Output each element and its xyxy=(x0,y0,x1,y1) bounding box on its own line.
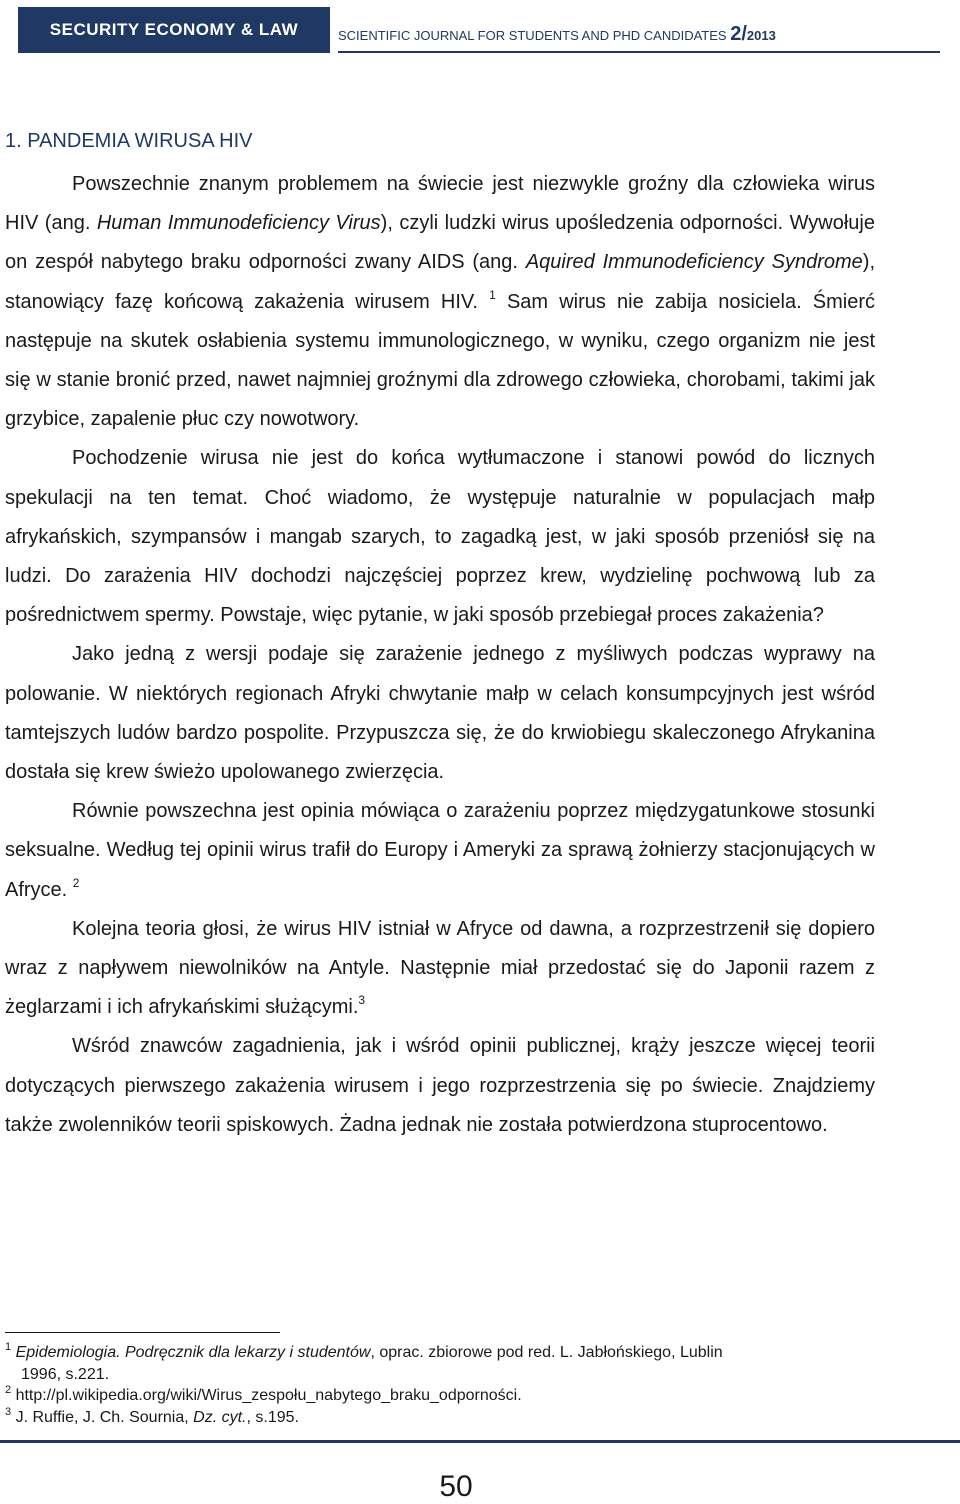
footnote-1 xyxy=(5,1342,880,1385)
paragraph-1-text-a: Powszechnie znanym problemem na świecie jest niezwykle groźny dla człowieka wirus HIV (ang. xyxy=(5,173,875,235)
journal-title-line xyxy=(338,23,940,46)
footnote-3-authors: J. Ruffie, J. Ch. Sournia, xyxy=(11,1408,194,1426)
term-aquired-immunodeficiency-syndrome: Aquired Immunodeficiency Syndrome xyxy=(525,251,863,274)
paragraph-1-text-f: Sam wirus nie zabija nosiciela. Śmierć następuje na skutek osłabienia systemu immunologicznego, w wyniku, czego organizm nie jest się w stanie bronić przed, nawet najmniej groźnymi dla zdrowego człowieka, chorobami, takimi jak grzybice, zapalenie płuc czy nowotwory. xyxy=(5,290,875,431)
journal-logo: SECURITY ECONOMY & LAW xyxy=(18,7,330,53)
issue-number: 2/ xyxy=(730,23,747,45)
paragraph-5-text: Kolejna teoria głosi, że wirus HIV istniał w Afryce od dawna, a rozprzestrzenił się dopiero wraz z napływem niewolników na Antyle. Następnie miał przedostać się do Japonii razem z żeglarzami i ich afrykańskimi służącymi. xyxy=(5,917,875,1019)
footer-rule xyxy=(0,1440,960,1443)
footnote-ref-1[interactable]: 1 xyxy=(489,287,496,302)
footnote-3 xyxy=(5,1407,880,1429)
footnote-2-link[interactable]: http://pl.wikipedia.org/wiki/Wirus_zespołu_nabytego_braku_odporności. xyxy=(15,1387,522,1404)
footnote-2 xyxy=(5,1385,880,1407)
paragraph-5 xyxy=(5,910,875,1028)
footnotes xyxy=(5,1342,880,1428)
footnote-1-continuation: 1996, s.221. xyxy=(21,1365,110,1383)
header-rule xyxy=(338,51,940,53)
footnote-3-number: 3 xyxy=(5,1405,12,1418)
section-heading: 1. PANDEMIA WIRUSA HIV xyxy=(5,130,253,152)
term-human-immunodeficiency-virus: Human Immunodeficiency Virus xyxy=(96,212,381,235)
paragraph-2: Pochodzenie wirusa nie jest do końca wytłumaczone i stanowi powód do licznych spekulacji na ten temat. Choć wiadomo, że występuje naturalnie w populacjach małp afrykańskich, szympansów i mangab szarych, to zagadką jest, w jaki sposób przeniósł się na ludzi. Do zarażenia HIV dochodzi najczęściej poprzez krew, wydzielinę pochwową lub za pośrednictwem spermy. Powstaje, więc pytanie, w jaki sposób przebiegał proces zakażenia? xyxy=(5,447,875,627)
footnote-ref-2[interactable]: 2 xyxy=(72,875,80,890)
footnote-3-citation: Dz. cyt. xyxy=(193,1408,247,1426)
footnote-separator xyxy=(5,1332,280,1333)
paragraph-3: Jako jedną z wersji podaje się zarażenie jednego z myśliwych podczas wyprawy na polowanie. W niektórych regionach Afryki chwytanie małp w celach konsumpcyjnych jest wśród tamtejszych ludów bardzo pospolite. Przypuszcza się, że do krwiobiegu skaleczonego Afrykanina dostała się krew świeżo upolowanego zwierzęcia. xyxy=(5,643,875,784)
footnote-2-number: 2 xyxy=(5,1384,12,1396)
issue-year: 2013 xyxy=(746,28,776,43)
footnote-3-page: , s.195. xyxy=(246,1408,299,1426)
footnote-ref-3[interactable]: 3 xyxy=(358,993,366,1008)
footnote-1-text: , oprac. zbiorowe pod red. L. Jabłońskiego, Lublin xyxy=(370,1344,723,1361)
journal-title: SCIENTIFIC JOURNAL FOR STUDENTS AND PHD CANDIDATES xyxy=(338,28,727,43)
page-number: 50 xyxy=(439,1470,473,1503)
journal-header xyxy=(18,7,940,53)
paragraph-4 xyxy=(5,792,875,910)
paragraph-4-text: Równie powszechna jest opinia mówiąca o zarażeniu poprzez międzygatunkowe stosunki seksualne. Według tej opinii wirus trafił do Europy i Ameryki za sprawą żołnierzy stacjonujących w Afryce. xyxy=(5,800,875,901)
paragraph-1-text-c: ), czyli ludzki wirus upośledzenia odporności. Wywołuje on zespół nabytego braku odporności zwany AIDS (ang. xyxy=(5,212,876,274)
paragraph-1 xyxy=(5,165,875,439)
footnote-1-number: 1 xyxy=(5,1341,12,1353)
article-body xyxy=(5,165,875,1145)
paragraph-1-text-e: ), stanowiący fazę końcową zakażenia wirusem HIV. xyxy=(5,251,876,313)
footnote-1-title: Epidemiologia. Podręcznik dla lekarzy i studentów xyxy=(15,1344,371,1361)
paragraph-6: Wśród znawców zagadnienia, jak i wśród opinii publicznej, krąży jeszcze więcej teorii dotyczących pierwszego zakażenia wirusem i jego rozprzestrzenia się po świecie. Znajdziemy także zwolenników teorii spiskowych. Żadna jednak nie została potwierdzona stuprocentowo. xyxy=(5,1035,875,1136)
